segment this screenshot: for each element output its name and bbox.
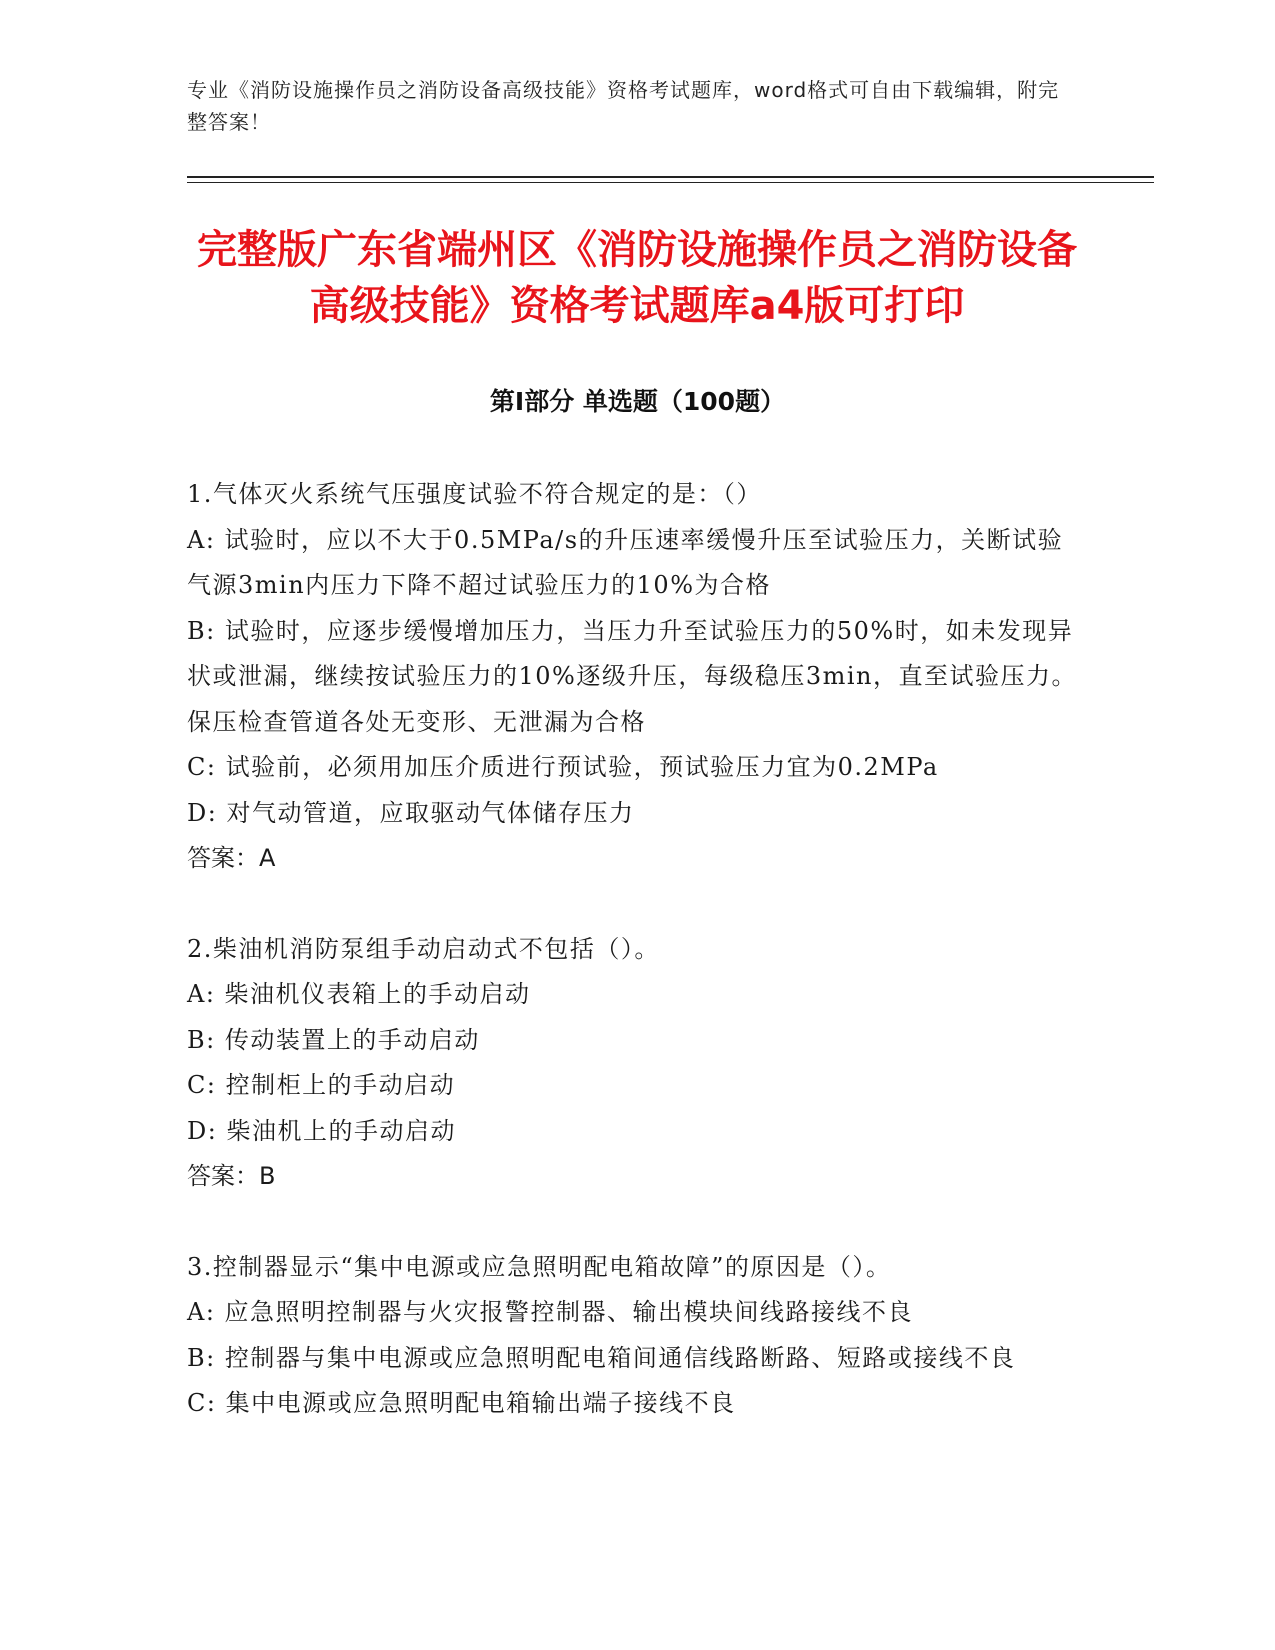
question-stem: 1.气体灭火系统气压强度试验不符合规定的是：（） <box>187 480 762 508</box>
option-d: D: 柴油机上的手动启动 <box>187 1116 456 1145</box>
question-list <box>187 472 1087 1472</box>
option-a: A: 应急照明控制器与火灾报警控制器、输出模块间线路接线不良 <box>187 1298 914 1326</box>
option-b: B: 传动装置上的手动启动 <box>187 1025 480 1054</box>
option-d: D: 对气动管道，应取驱动气体储存压力 <box>187 798 635 827</box>
option-a: A: 试验时，应以不大于0.5MPa/s的升压速率缓慢升压至试验压力，关断试验气源3min内压力下降不超过试验压力的10%为合格 <box>187 525 1064 599</box>
answer-label: 答案：B <box>187 1162 276 1190</box>
question-3 <box>187 1245 1087 1427</box>
question-1 <box>187 472 1087 882</box>
answer-label: 答案：A <box>187 844 276 872</box>
question-stem: 3.控制器显示“集中电源或应急照明配电箱故障”的原因是（）。 <box>187 1252 892 1281</box>
option-c: C: 集中电源或应急照明配电箱输出端子接线不良 <box>187 1389 736 1417</box>
header-note: 专业《消防设施操作员之消防设备高级技能》资格考试题库，word格式可自由下载编辑，附完整答案！ <box>187 78 1060 134</box>
header-divider-thin <box>187 182 1154 183</box>
section-heading: 第I部分 单选题（100题） <box>489 387 786 416</box>
option-a: A: 柴油机仪表箱上的手动启动 <box>187 980 531 1008</box>
option-c: C: 控制柜上的手动启动 <box>187 1071 456 1099</box>
option-c: C: 试验前，必须用加压介质进行预试验，预试验压力宜为0.2MPa <box>187 753 939 781</box>
header-divider-thick <box>187 176 1154 178</box>
option-b: B: 控制器与集中电源或应急照明配电箱间通信线路断路、短路或接线不良 <box>187 1343 1016 1372</box>
document-title: 完整版广东省端州区《消防设施操作员之消防设备高级技能》资格考试题库a4版可打印 <box>197 227 1077 329</box>
question-2 <box>187 927 1087 1200</box>
option-b: B: 试验时，应逐步缓慢增加压力，当压力升至试验压力的50%时，如未发现异状或泄漏，继续按试验压力的10%逐级升压，每级稳压3min，直至试验压力。保压检查管道各处无变形、无泄漏为合格 <box>187 616 1078 736</box>
question-stem: 2.柴油机消防泵组手动启动式不包括（）。 <box>187 934 660 963</box>
